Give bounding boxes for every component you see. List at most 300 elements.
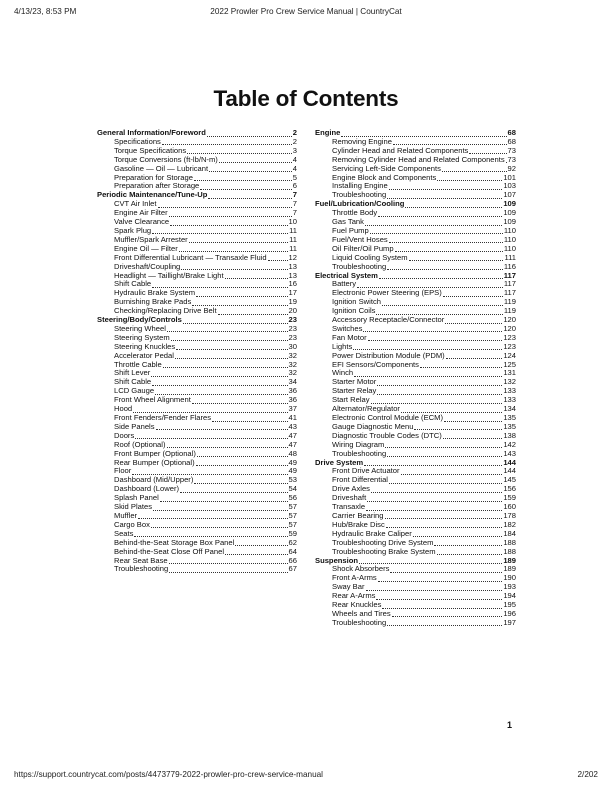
dot-leader bbox=[175, 352, 288, 360]
toc-entry-page-number: 49 bbox=[288, 457, 297, 467]
toc-section-heading-label: Periodic Maintenance/Tune-Up bbox=[97, 190, 208, 200]
dot-leader bbox=[405, 200, 502, 208]
toc-entry-page-number: 117 bbox=[503, 288, 516, 298]
dot-leader bbox=[151, 521, 288, 529]
toc-entry-label: Engine Block and Components bbox=[332, 172, 437, 182]
toc-entry-page-number: 47 bbox=[288, 439, 297, 449]
toc-entry-label: Splash Panel bbox=[114, 493, 159, 503]
dot-leader bbox=[169, 209, 292, 217]
dot-leader bbox=[389, 476, 502, 484]
toc-entry-label: Throttle Cable bbox=[114, 359, 162, 369]
dot-leader bbox=[235, 539, 287, 547]
toc-entry-page-number: 133 bbox=[503, 395, 516, 405]
dot-leader bbox=[389, 182, 503, 190]
dot-leader bbox=[377, 387, 502, 395]
dot-leader bbox=[152, 280, 287, 288]
toc-entry-page-number: 12 bbox=[288, 252, 297, 262]
toc-section-heading-page-number: 7 bbox=[292, 190, 297, 200]
toc-entry-page-number: 160 bbox=[503, 502, 516, 512]
dot-leader bbox=[413, 530, 503, 538]
toc-entry-page-number: 182 bbox=[503, 519, 516, 529]
toc-entry-label: Battery bbox=[332, 279, 357, 289]
dot-leader bbox=[354, 369, 502, 377]
toc-entry[interactable] bbox=[315, 619, 516, 628]
toc-entry-label: Front Bumper (Optional) bbox=[114, 448, 196, 458]
dot-leader bbox=[382, 298, 503, 306]
toc-entry-label: Liquid Cooling System bbox=[332, 252, 408, 262]
toc-entry-page-number: 62 bbox=[288, 537, 297, 547]
toc-entry-page-number: 190 bbox=[503, 573, 516, 583]
toc-entry-page-number: 120 bbox=[503, 315, 516, 325]
toc-entry-label: Ignition Switch bbox=[332, 297, 381, 307]
toc-entry-page-number: 123 bbox=[503, 341, 516, 351]
toc-entry-label: Driveshaft bbox=[332, 493, 367, 503]
toc-section bbox=[315, 557, 516, 628]
print-page-title: 2022 Prowler Pro Crew Service Manual | CountryCat bbox=[210, 7, 402, 16]
dot-leader bbox=[387, 619, 502, 627]
toc-entry-label: Switches bbox=[332, 323, 363, 333]
toc-entry-label: Muffler bbox=[114, 510, 138, 520]
dot-leader bbox=[443, 432, 503, 440]
toc-entry-page-number: 32 bbox=[288, 368, 297, 378]
toc-section-heading-label: Electrical System bbox=[315, 270, 378, 280]
toc-entry-page-number: 30 bbox=[288, 341, 297, 351]
toc-entry-page-number: 11 bbox=[289, 243, 297, 253]
dot-leader bbox=[179, 245, 288, 253]
dot-leader bbox=[156, 423, 288, 431]
toc-section-heading-page-number: 2 bbox=[292, 128, 297, 137]
toc-section-heading-label: Suspension bbox=[315, 555, 359, 565]
toc-entry-page-number: 7 bbox=[292, 199, 297, 209]
dot-leader bbox=[371, 396, 503, 404]
print-footer bbox=[14, 770, 598, 782]
toc-entry-label: Torque Specifications bbox=[114, 145, 187, 155]
dot-leader bbox=[163, 361, 288, 369]
toc-entry-page-number: 110 bbox=[503, 234, 516, 244]
toc-entry-label: Doors bbox=[114, 430, 135, 440]
toc-entry-label: Starter Motor bbox=[332, 377, 377, 387]
toc-entry-page-number: 19 bbox=[288, 297, 297, 307]
dot-leader bbox=[376, 307, 502, 315]
dot-leader bbox=[134, 530, 287, 538]
toc-entry-page-number: 110 bbox=[503, 225, 516, 235]
dot-leader bbox=[376, 592, 502, 600]
dot-leader bbox=[390, 565, 502, 573]
dot-leader bbox=[387, 263, 503, 271]
toc-entry-label: Starter Relay bbox=[332, 386, 377, 396]
dot-leader bbox=[162, 138, 292, 146]
toc-entry-page-number: 134 bbox=[503, 404, 516, 414]
toc-entry-label: Sway Bar bbox=[332, 582, 365, 592]
toc-entry-page-number: 193 bbox=[503, 582, 516, 592]
toc-entry-page-number: 43 bbox=[288, 421, 297, 431]
toc-entry-page-number: 124 bbox=[503, 350, 516, 360]
toc-section-heading-page-number: 109 bbox=[503, 199, 516, 209]
dot-leader bbox=[506, 156, 507, 164]
dot-leader bbox=[187, 147, 292, 155]
toc-section-heading-label: Engine bbox=[315, 128, 341, 137]
toc-entry-label: Alternator/Regulator bbox=[332, 404, 400, 414]
toc-entry-page-number: 3 bbox=[292, 145, 297, 155]
toc-entry-page-number: 68 bbox=[507, 136, 516, 146]
dot-leader bbox=[401, 467, 503, 475]
dot-leader bbox=[167, 441, 288, 449]
dot-leader bbox=[341, 129, 506, 137]
toc-entry-page-number: 20 bbox=[288, 306, 297, 316]
toc-entry-page-number: 57 bbox=[288, 502, 297, 512]
toc-entry-label: Front Fenders/Fender Flares bbox=[114, 413, 212, 422]
dot-leader bbox=[135, 432, 287, 440]
toc-entry-page-number: 156 bbox=[503, 484, 516, 494]
dot-leader bbox=[434, 539, 502, 547]
dot-leader bbox=[133, 405, 287, 413]
toc-section-heading-label: Drive System bbox=[315, 457, 364, 467]
toc-entry-label: Muffler/Spark Arrester bbox=[114, 234, 188, 244]
toc-entry-label: CVT Air Inlet bbox=[114, 199, 157, 209]
dot-leader bbox=[268, 254, 288, 262]
toc-entry-label: Dashboard (Lower) bbox=[114, 484, 179, 494]
toc-entry-page-number: 138 bbox=[503, 430, 516, 440]
toc-entry-page-number: 16 bbox=[288, 279, 297, 289]
toc-entry-page-number: 184 bbox=[503, 528, 516, 538]
dot-leader bbox=[446, 352, 503, 360]
toc-entry-label: Hood bbox=[114, 404, 133, 414]
toc-entry-label: Headlight — Taillight/Brake Light bbox=[114, 270, 224, 280]
toc-entry-label: Oil Filter/Oil Pump bbox=[332, 243, 394, 253]
toc-entry-page-number: 47 bbox=[288, 430, 297, 440]
toc-entry-label: Troubleshooting bbox=[332, 190, 387, 200]
toc-section-heading-page-number: 23 bbox=[288, 315, 297, 325]
toc-entry-label: Removing Engine bbox=[332, 136, 392, 146]
dot-leader bbox=[363, 325, 502, 333]
dot-leader bbox=[138, 512, 287, 520]
dot-leader bbox=[371, 485, 502, 493]
toc-entry-page-number: 123 bbox=[503, 332, 516, 342]
dot-leader bbox=[378, 574, 503, 582]
document-page-number: 1 bbox=[507, 720, 513, 730]
dot-leader bbox=[370, 227, 503, 235]
toc-entry-page-number: 66 bbox=[288, 555, 297, 565]
dot-leader bbox=[167, 325, 288, 333]
toc-entry-label: Front A-Arms bbox=[332, 573, 377, 583]
toc-entry-page-number: 4 bbox=[292, 154, 297, 164]
dot-leader bbox=[208, 191, 291, 199]
toc-entry-label: Diagnostic Trouble Codes (DTC) bbox=[332, 430, 442, 440]
toc-entry-label: Steering System bbox=[114, 332, 170, 342]
toc-entry-label: Shift Cable bbox=[114, 377, 152, 387]
toc-section bbox=[97, 191, 297, 316]
toc-entry-label: Engine Oil — Filter bbox=[114, 243, 178, 253]
dot-leader bbox=[153, 503, 288, 511]
toc-entry-label: Drive Axles bbox=[332, 484, 370, 494]
toc-column-right bbox=[315, 129, 516, 628]
toc-entry-label: Steering Wheel bbox=[114, 323, 166, 333]
toc-entry-label: Accelerator Pedal bbox=[114, 350, 174, 360]
toc-entry-label: Lights bbox=[332, 341, 353, 351]
toc-entry-page-number: 188 bbox=[503, 546, 516, 556]
toc-entry-label: Wiring Diagram bbox=[332, 439, 385, 449]
toc-entry-page-number: 7 bbox=[292, 208, 297, 218]
toc-entry-page-number: 142 bbox=[503, 439, 516, 449]
toc-entry-page-number: 17 bbox=[288, 288, 297, 298]
toc-entry-label: Front Differential bbox=[332, 475, 388, 485]
toc-entry-label: Behind-the-Seat Storage Box Panel bbox=[114, 537, 235, 547]
dot-leader bbox=[469, 147, 506, 155]
dot-leader bbox=[357, 280, 503, 288]
toc-entry-label: Floor bbox=[114, 466, 132, 476]
toc-entry-page-number: 73 bbox=[507, 154, 516, 164]
toc-entry-label: Behind-the-Seat Close Off Panel bbox=[114, 546, 225, 556]
toc-entry-page-number: 57 bbox=[288, 510, 297, 520]
dot-leader bbox=[225, 272, 288, 280]
toc-entry-label: Throttle Body bbox=[332, 208, 378, 218]
dot-leader bbox=[444, 414, 502, 422]
toc-entry-label: Troubleshooting Brake System bbox=[332, 546, 436, 556]
toc-entry-page-number: 135 bbox=[503, 421, 516, 431]
toc-entry-label: Accessory Receptacle/Connector bbox=[332, 315, 445, 325]
dot-leader bbox=[196, 289, 288, 297]
toc-section-heading-page-number: 68 bbox=[507, 128, 516, 137]
toc-entry-page-number: 143 bbox=[503, 448, 516, 458]
toc-entry-label: Gas Tank bbox=[332, 217, 364, 227]
toc-entry-page-number: 178 bbox=[503, 510, 516, 520]
dot-leader bbox=[378, 209, 502, 217]
dot-leader bbox=[176, 343, 287, 351]
toc-entry-page-number: 120 bbox=[503, 323, 516, 333]
toc-entry-label: Fuel/Vent Hoses bbox=[332, 234, 388, 244]
toc-entry-label: Roof (Optional) bbox=[114, 439, 166, 449]
dot-leader bbox=[196, 459, 288, 467]
dot-leader bbox=[366, 503, 502, 511]
dot-leader bbox=[189, 236, 288, 244]
toc-entry-label: Transaxle bbox=[332, 502, 366, 512]
toc-entry-label: Power Distribution Module (PDM) bbox=[332, 350, 445, 360]
toc-entry-label: Specifications bbox=[114, 136, 161, 146]
toc-entry-label: Cylinder Head and Related Components bbox=[332, 145, 469, 155]
toc-entry-page-number: 54 bbox=[288, 484, 297, 494]
toc-entry-label: Rear Seat Base bbox=[114, 555, 168, 565]
toc-entry-label: Driveshaft/Coupling bbox=[114, 261, 181, 271]
toc-entry-label: Shift Lever bbox=[114, 368, 151, 378]
dot-leader bbox=[364, 459, 502, 467]
dot-leader bbox=[382, 601, 502, 609]
toc-entry-page-number: 23 bbox=[288, 332, 297, 342]
dot-leader bbox=[180, 485, 288, 493]
toc-entry-page-number: 195 bbox=[503, 600, 516, 610]
toc-entry-page-number: 23 bbox=[288, 323, 297, 333]
toc-entry-label: Fuel Pump bbox=[332, 225, 369, 235]
toc-entry-page-number: 11 bbox=[289, 225, 297, 235]
dot-leader bbox=[183, 316, 288, 324]
toc-entry-page-number: 13 bbox=[288, 261, 297, 271]
toc-section bbox=[315, 459, 516, 557]
document-title: Table of Contents bbox=[213, 86, 399, 111]
toc-entry-page-number: 32 bbox=[288, 359, 297, 369]
dot-leader bbox=[420, 361, 502, 369]
toc-entry-page-number: 67 bbox=[288, 564, 297, 574]
toc-entry[interactable] bbox=[97, 565, 297, 574]
toc-entry-page-number: 194 bbox=[503, 591, 516, 601]
toc-entry-page-number: 145 bbox=[503, 475, 516, 485]
print-page-count: 2/202 bbox=[577, 770, 598, 779]
toc-entry-page-number: 49 bbox=[288, 466, 297, 476]
toc-entry-page-number: 125 bbox=[503, 359, 516, 369]
dot-leader bbox=[437, 548, 503, 556]
toc-section-heading-page-number: 117 bbox=[503, 270, 516, 280]
toc-entry-label: Hydraulic Brake Caliper bbox=[332, 528, 412, 538]
print-datetime: 4/13/23, 8:53 PM bbox=[14, 7, 77, 16]
toc-entry-page-number: 34 bbox=[288, 377, 297, 387]
dot-leader bbox=[414, 423, 502, 431]
toc-entry-label: Start Relay bbox=[332, 395, 370, 405]
toc-entry-page-number: 36 bbox=[288, 395, 297, 405]
dot-leader bbox=[194, 476, 287, 484]
toc-entry-label: Troubleshooting bbox=[332, 617, 387, 627]
toc-entry-label: Rear Knuckles bbox=[332, 600, 382, 610]
toc-entry-label: Front Differential Lubricant — Transaxle Fluid bbox=[114, 252, 267, 262]
dot-leader bbox=[392, 610, 503, 618]
print-header bbox=[14, 7, 598, 19]
toc-entry-label: Skid Plates bbox=[114, 502, 152, 512]
toc-entry-label: Spark Plug bbox=[114, 225, 152, 235]
dot-leader bbox=[368, 334, 503, 342]
toc-entry-page-number: 144 bbox=[503, 466, 516, 476]
dot-leader bbox=[197, 450, 288, 458]
dot-leader bbox=[169, 557, 288, 565]
toc-entry-label: Preparation for Storage bbox=[114, 172, 193, 182]
toc-entry-label: Carrier Bearing bbox=[332, 510, 384, 520]
dot-leader bbox=[393, 138, 507, 146]
dot-leader bbox=[379, 272, 503, 280]
toc-entry-label: Fan Motor bbox=[332, 332, 367, 342]
dot-leader bbox=[194, 174, 292, 182]
toc-entry-label: Gasoline — Oil — Lubricant bbox=[114, 163, 209, 173]
toc-entry-page-number: 37 bbox=[288, 404, 297, 414]
toc-entry-label: Front Wheel Alignment bbox=[114, 395, 191, 405]
dot-leader bbox=[192, 298, 287, 306]
toc-entry-page-number: 59 bbox=[288, 528, 297, 538]
toc-entry-label: Installing Engine bbox=[332, 181, 388, 191]
toc-entry-label: EFI Sensors/Components bbox=[332, 359, 419, 369]
toc-entry-label: Troubleshooting bbox=[114, 564, 169, 574]
toc-entry-page-number: 117 bbox=[503, 279, 516, 289]
toc-entry-page-number: 101 bbox=[503, 172, 516, 182]
toc-entry-page-number: 159 bbox=[503, 493, 516, 503]
dot-leader bbox=[132, 467, 287, 475]
toc-entry-label: Removing Cylinder Head and Related Components bbox=[332, 154, 505, 164]
toc-entry-page-number: 48 bbox=[288, 448, 297, 458]
dot-leader bbox=[377, 378, 502, 386]
toc-entry-page-number: 6 bbox=[292, 181, 297, 191]
toc-entry-label: Preparation after Storage bbox=[114, 181, 200, 191]
toc-entry-page-number: 53 bbox=[288, 475, 297, 485]
toc-entry-label: Hub/Brake Disc bbox=[332, 519, 385, 529]
dot-leader bbox=[443, 289, 503, 297]
toc-entry-label: Seats bbox=[114, 528, 134, 538]
dot-leader bbox=[155, 387, 287, 395]
dot-leader bbox=[401, 405, 502, 413]
dot-leader bbox=[386, 521, 503, 529]
toc-entry-page-number: 57 bbox=[288, 519, 297, 529]
toc-entry-page-number: 73 bbox=[507, 145, 516, 155]
toc-entry-label: Troubleshooting Drive System bbox=[332, 537, 434, 547]
toc-entry-label: Gauge Diagnostic Menu bbox=[332, 421, 414, 431]
dot-leader bbox=[152, 227, 288, 235]
toc-entry-label: Front Drive Actuator bbox=[332, 466, 400, 476]
toc-column-left bbox=[97, 129, 297, 574]
dot-leader bbox=[160, 494, 288, 502]
toc-entry-label: Shock Absorbers bbox=[332, 564, 390, 574]
toc-entry-page-number: 116 bbox=[503, 261, 516, 271]
toc-section-heading-label: Steering/Body/Controls bbox=[97, 315, 182, 325]
toc-entry-page-number: 196 bbox=[503, 608, 516, 618]
toc-entry-page-number: 109 bbox=[503, 217, 516, 227]
dot-leader bbox=[218, 307, 288, 315]
toc-entry-page-number: 11 bbox=[289, 234, 297, 244]
dot-leader bbox=[209, 165, 292, 173]
toc-entry-page-number: 119 bbox=[503, 297, 516, 307]
toc-entry-page-number: 36 bbox=[288, 386, 297, 396]
dot-leader bbox=[395, 245, 503, 253]
toc-entry-page-number: 110 bbox=[503, 243, 516, 253]
toc-entry-label: Valve Clearance bbox=[114, 217, 170, 227]
dot-leader bbox=[367, 494, 502, 502]
toc-entry-label: Troubleshooting bbox=[332, 448, 387, 458]
dot-leader bbox=[389, 236, 503, 244]
toc-entry-label: Shift Cable bbox=[114, 279, 152, 289]
toc-section-heading-label: Fuel/Lubrication/Cooling bbox=[315, 199, 405, 209]
toc-entry-label: Dashboard (Mid/Upper) bbox=[114, 475, 194, 485]
dot-leader bbox=[387, 191, 502, 199]
toc-entry-page-number: 13 bbox=[288, 270, 297, 280]
toc-section bbox=[315, 200, 516, 271]
toc-section-heading-label: General Information/Foreword bbox=[97, 128, 206, 137]
toc-entry-page-number: 103 bbox=[503, 181, 516, 191]
toc-entry-page-number: 56 bbox=[288, 493, 297, 503]
toc-entry-label: Rear Bumper (Optional) bbox=[114, 457, 195, 467]
toc-entry-page-number: 41 bbox=[288, 413, 297, 422]
toc-entry-page-number: 5 bbox=[292, 172, 297, 182]
toc-section bbox=[315, 272, 516, 459]
toc-entry-page-number: 119 bbox=[503, 306, 516, 316]
dot-leader bbox=[181, 263, 287, 271]
dot-leader bbox=[359, 557, 502, 565]
toc-entry-page-number: 135 bbox=[503, 413, 516, 422]
toc-entry-page-number: 188 bbox=[503, 537, 516, 547]
toc-section-heading-page-number: 189 bbox=[503, 555, 516, 565]
dot-leader bbox=[353, 343, 502, 351]
toc-section-heading-page-number: 144 bbox=[503, 457, 516, 467]
dot-leader bbox=[365, 218, 502, 226]
dot-leader bbox=[192, 396, 288, 404]
toc-section bbox=[97, 129, 297, 191]
dot-leader bbox=[366, 583, 503, 591]
dot-leader bbox=[171, 334, 288, 342]
toc-entry-page-number: 64 bbox=[288, 546, 297, 556]
toc-entry-label: Hydraulic Brake System bbox=[114, 288, 196, 298]
toc-entry-page-number: 189 bbox=[503, 564, 516, 574]
dot-leader bbox=[158, 200, 292, 208]
dot-leader bbox=[387, 450, 502, 458]
dot-leader bbox=[385, 441, 502, 449]
print-url: https://support.countrycat.com/posts/4473779-2022-prowler-pro-crew-service-manual bbox=[14, 770, 323, 779]
dot-leader bbox=[437, 174, 502, 182]
toc-entry-page-number: 109 bbox=[503, 208, 516, 218]
toc-entry-label: Checking/Replacing Drive Belt bbox=[114, 306, 217, 316]
dot-leader bbox=[442, 165, 507, 173]
toc-entry-label: Electronic Control Module (ECM) bbox=[332, 413, 443, 422]
toc-entry-label: Winch bbox=[332, 368, 354, 378]
